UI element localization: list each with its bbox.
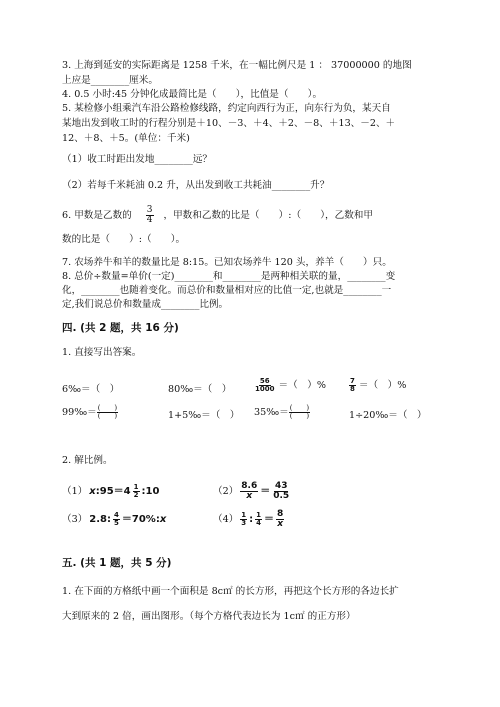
p2-e4-d2: 4: [256, 519, 262, 527]
p2-e4-frac1: [240, 512, 247, 527]
p2-e1-num: 1: [133, 483, 139, 491]
p2-e1-x: x: [89, 485, 96, 497]
p2-e4-d1: 3: [241, 519, 247, 527]
p1-r2c1-fraction: [97, 405, 118, 420]
q7-text: 7. 农场养牛和羊的数量比是 8:15。已知农场养牛 120 头，养羊（ ）只。: [62, 257, 392, 268]
p2-e3-num: 4: [114, 511, 119, 519]
p2-e2-d1: x: [246, 491, 253, 501]
p1-r1c3-fraction: [254, 378, 275, 393]
p1-r1c3: [254, 378, 326, 393]
p1-r2c3-prefix: 35‰＝: [254, 406, 289, 418]
p1-r2c3-num: ( ): [289, 404, 310, 412]
p2-e1-den: 2: [133, 491, 139, 499]
p2-e3-x: x: [159, 513, 167, 525]
p2-e4-colon: :: [249, 513, 254, 525]
q3-line1: 3. 上海到延安的实际距离是 1258 千米，在一幅比例尺是 1 ： 37000000 的地图: [62, 60, 412, 71]
q8-line2: 化，________也随着变化。而总价和数量相对应的比值一定,也就是________一: [62, 285, 392, 296]
p2-equation-3: [62, 512, 166, 527]
p1-r1c4-fraction: [349, 378, 356, 393]
q8-line1: 8. 总价÷数量=单价(一定)________和________是两种相关联的量，________变: [62, 271, 396, 282]
p1-r2c3-den: ( ): [289, 412, 310, 420]
q5-line2: 某地出发到收工时的行程分别是＋10、－3、＋4、＋2、－8、＋13、－2、＋: [62, 118, 396, 129]
p1-title: 1. 直接写出答案。: [62, 347, 142, 358]
p1-r2c4: 1÷20‰＝（ ）: [349, 410, 427, 421]
p2-e1-fraction: [133, 484, 140, 499]
p1-r2c3: [254, 405, 310, 420]
p1-r1c4-num: 7: [350, 377, 355, 385]
p2-e4-n2: 1: [256, 511, 262, 519]
q5-sub2: （2）若每千米耗油 0.2 升，从出发到收工共耗油________升？: [62, 180, 330, 191]
q5-line1: 5. 某检修小组乘汽车沿公路检修线路，约定向西行为正，向东行为负，某天自: [62, 103, 391, 114]
p2-e4-n3: 8: [277, 509, 284, 519]
p1-r2c1-num: ( ): [97, 404, 118, 412]
p1-r1c4-den: 8: [350, 385, 355, 393]
p2-equation-2: [213, 482, 290, 501]
p2-e1-b: :95＝4: [95, 485, 131, 497]
q6-suffix: ，甲数和乙数的比是（ ）:（ ），乙数和甲: [163, 209, 373, 221]
q6-fraction: [146, 206, 154, 225]
p1-r2c3-fraction: [289, 405, 310, 420]
p1-r1c4: [349, 378, 406, 393]
p2-e4-frac2: [255, 512, 262, 527]
q5-sub1: （1）收工时距出发地________远？: [62, 154, 213, 165]
q6-frac-num: 3: [146, 205, 153, 215]
p2-e2-n1: 8.6: [241, 481, 258, 491]
p2-e1-c: :10: [141, 485, 160, 497]
q3-line2: 上应是________厘米。: [62, 75, 158, 86]
p2-e4-d3: x: [277, 519, 284, 529]
p3-line1: 1. 在下面的方格纸中画一个面积是 8c㎡ 的长方形，再把这个长方形的各边长扩: [62, 586, 399, 597]
q8-line3: 定,我们说总价和数量成________比例。: [62, 299, 229, 310]
q6-line1: [62, 206, 373, 225]
p2-e2-eq: ＝: [260, 485, 271, 497]
q6-prefix: 6. 甲数是乙数的: [62, 209, 132, 221]
p2-e2-frac1: [240, 482, 258, 501]
p2-e2-n2: 43: [274, 481, 288, 491]
p2-e2-label: （2）: [213, 485, 239, 497]
section-5-heading: 五. (共 1 题，共 5 分): [62, 557, 172, 569]
p2-e4-n1: 1: [241, 511, 247, 519]
section-4-heading: 四. (共 2 题，共 16 分): [62, 322, 179, 334]
p1-r1c4-suffix: ＝（ ）%: [358, 379, 407, 391]
q6-line2: 数的比是（ ）:（ ）。: [62, 234, 186, 245]
p1-r2c2: 1+5‰＝（ ）: [168, 410, 240, 421]
p1-r1c2: 80‰＝（ ）: [168, 384, 232, 395]
p2-e3-label: （3）: [62, 513, 88, 525]
p1-r2c1-prefix: 99‰＝: [62, 406, 97, 418]
p2-e2-frac2: [272, 482, 290, 501]
p1-r1c3-suffix: ＝（ ）%: [278, 379, 326, 391]
p1-r2c1-den: ( ): [97, 412, 118, 420]
p1-r1c1: 6‰＝（ ）: [62, 384, 120, 395]
p2-e4-label: （4）: [213, 513, 239, 525]
p1-r1c3-num: 56: [259, 377, 270, 385]
p2-equation-4: [213, 510, 284, 529]
p2-equation-1: [62, 484, 159, 499]
p2-e4-eq: ＝: [264, 513, 275, 525]
p2-e4-frac3: [276, 510, 284, 529]
p2-e2-d2: 0.5: [273, 491, 290, 501]
p2-e1-label: （1）: [62, 485, 88, 497]
p1-r2c1: [62, 405, 118, 420]
q4-text: 4. 0.5 小时:45 分钟化成最简比是（ ），比值是（ ）。: [62, 89, 323, 100]
p2-e3-den: 5: [114, 519, 119, 527]
p1-r1c3-den: 1000: [255, 385, 275, 393]
p3-line2: 大到原来的 2 倍，画出图形。（每个方格代表边长为 1c㎡ 的正方形）: [62, 611, 356, 622]
p2-title: 2. 解比例。: [62, 455, 113, 466]
p2-e3-a: 2.8:: [89, 513, 112, 525]
p2-e3-fraction: [113, 512, 120, 527]
q6-frac-den: 4: [146, 215, 153, 225]
p2-e3-b: ＝70%:: [121, 513, 160, 525]
q5-line3: 12、＋8、＋5。(单位：千米): [62, 133, 190, 144]
